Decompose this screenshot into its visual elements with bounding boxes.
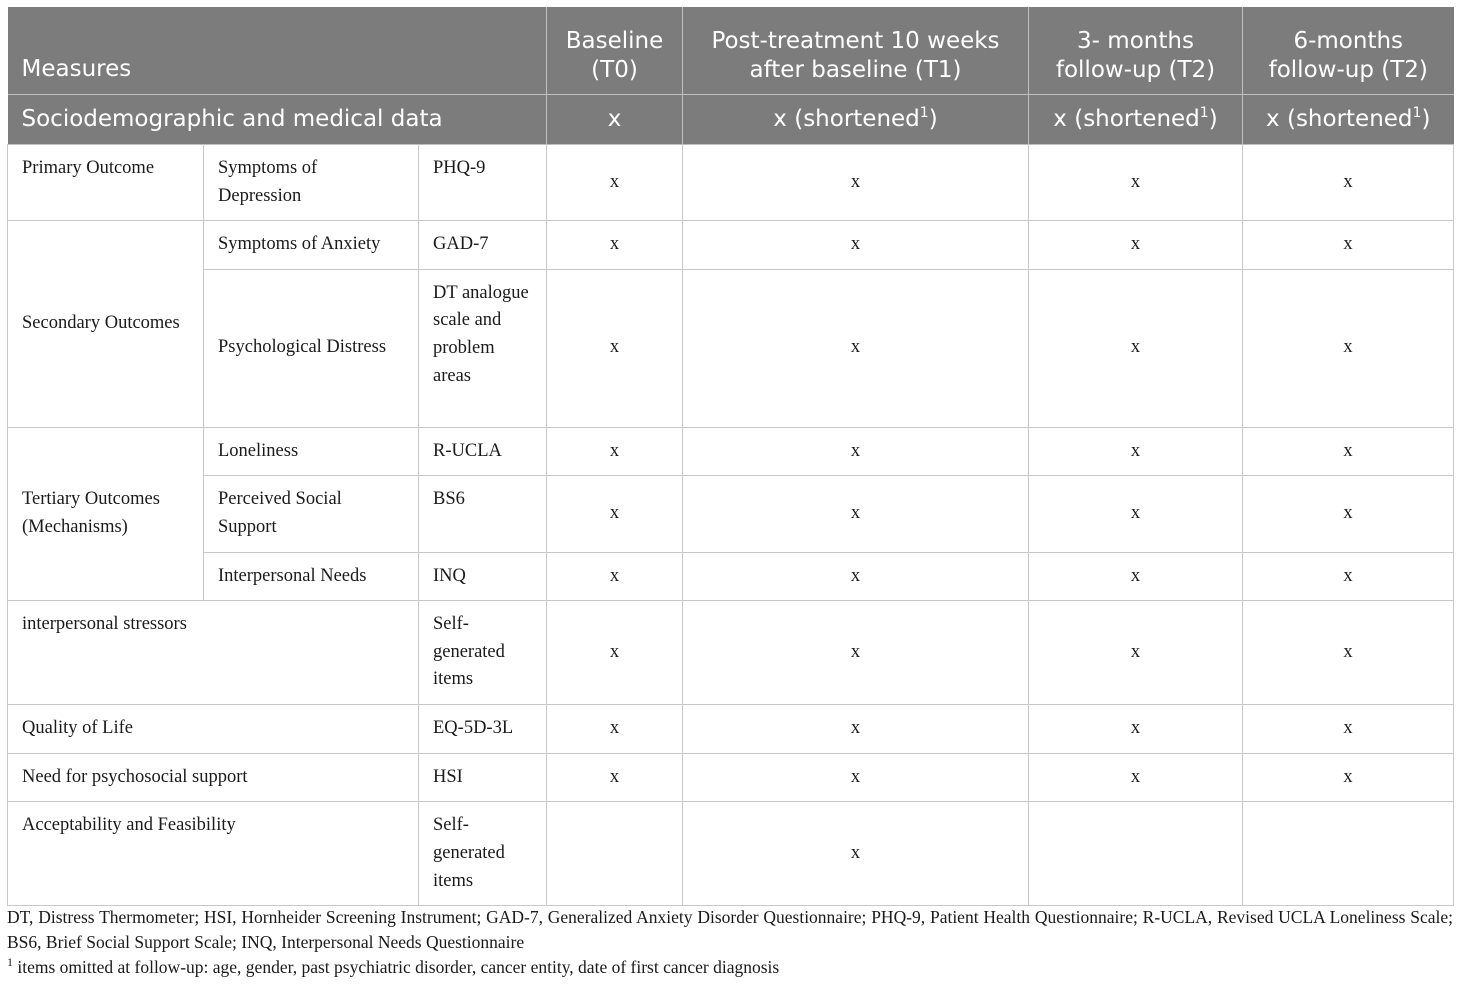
abbreviations-note: DT, Distress Thermometer; HSI, Hornheider Screening Instrument; GAD-7, Generalized Anxiety Disorder Questionnaire; PHQ-9, Patient Health Questionnaire; R-UCLA, Revised UCLA Loneliness Scale; BS6, Brief Social Support Scale; INQ, Interpersonal Needs Questionnaire	[7, 907, 1453, 952]
baseline-mark: x	[547, 601, 683, 705]
instrument-cell: Self-generated items	[419, 601, 547, 705]
baseline-mark: x	[547, 552, 683, 601]
construct-cell: Symptoms of Depression	[204, 145, 419, 221]
tertiary-outcomes-category: Tertiary Outcomes (Mechanisms)	[8, 427, 204, 600]
instrument-cell: INQ	[419, 552, 547, 601]
table-row	[8, 427, 1454, 476]
socio-three-month-mark	[1029, 95, 1243, 145]
three-month-mark: x	[1029, 476, 1243, 552]
construct-cell: Loneliness	[204, 427, 419, 476]
construct-cell: Symptoms of Anxiety	[204, 221, 419, 270]
measures-table	[7, 7, 1454, 906]
three-month-mark: x	[1029, 269, 1243, 427]
post-treatment-column-header: Post-treatment 10 weeks after baseline (T1)	[683, 7, 1029, 95]
sociodemographic-row	[8, 95, 1454, 145]
six-month-mark: x	[1243, 552, 1454, 601]
baseline-column-header: Baseline (T0)	[547, 7, 683, 95]
footnote-marker: 1	[1199, 105, 1209, 121]
three-month-mark: x	[1029, 221, 1243, 270]
table-row	[8, 269, 1454, 427]
table-row	[8, 145, 1454, 221]
socio-six-month-mark	[1243, 95, 1454, 145]
secondary-outcomes-category: Secondary Outcomes	[8, 221, 204, 428]
table-footnotes	[7, 905, 1453, 980]
six-month-mark	[1243, 802, 1454, 906]
six-month-mark: x	[1243, 753, 1454, 802]
post-treatment-mark: x	[683, 753, 1029, 802]
footnote-marker: 1	[7, 955, 13, 969]
shortened-text: x (shortened	[1266, 106, 1413, 132]
table-row	[8, 753, 1454, 802]
table-row	[8, 221, 1454, 270]
three-month-column-header: 3- months follow-up (T2)	[1029, 7, 1243, 95]
baseline-mark: x	[547, 221, 683, 270]
post-treatment-mark: x	[683, 269, 1029, 427]
post-treatment-mark: x	[683, 601, 1029, 705]
baseline-mark: x	[547, 269, 683, 427]
shortened-close: )	[1421, 106, 1431, 132]
measures-header: Measures	[8, 7, 547, 95]
instrument-cell: HSI	[419, 753, 547, 802]
construct-cell: Psychological Distress	[204, 269, 419, 427]
omitted-items-text: items omitted at follow-up: age, gender, past psychiatric disorder, cancer entity, date of first cancer diagnosis	[13, 957, 780, 977]
three-month-mark: x	[1029, 601, 1243, 705]
six-month-column-header: 6-months follow-up (T2)	[1243, 7, 1454, 95]
construct-cell: Perceived Social Support	[204, 476, 419, 552]
footnote-marker: 1	[919, 105, 929, 121]
sociodemographic-label: Sociodemographic and medical data	[8, 95, 547, 145]
primary-outcome-category: Primary Outcome	[8, 145, 204, 221]
three-month-mark: x	[1029, 705, 1243, 754]
omitted-items-note	[7, 955, 1453, 980]
shortened-text: x (shortened	[1053, 106, 1200, 132]
three-month-mark: x	[1029, 427, 1243, 476]
instrument-cell: BS6	[419, 476, 547, 552]
post-treatment-mark: x	[683, 802, 1029, 906]
six-month-mark: x	[1243, 476, 1454, 552]
baseline-mark	[547, 802, 683, 906]
post-treatment-mark: x	[683, 145, 1029, 221]
table-row	[8, 552, 1454, 601]
footnote-marker: 1	[1412, 105, 1422, 121]
post-treatment-mark: x	[683, 552, 1029, 601]
instrument-cell: EQ-5D-3L	[419, 705, 547, 754]
quality-of-life-label: Quality of Life	[8, 705, 419, 754]
instrument-cell: DT analogue scale and problem areas	[419, 269, 547, 427]
table-row	[8, 476, 1454, 552]
baseline-mark: x	[547, 753, 683, 802]
construct-cell: Interpersonal Needs	[204, 552, 419, 601]
three-month-mark	[1029, 802, 1243, 906]
baseline-mark: x	[547, 705, 683, 754]
baseline-mark: x	[547, 427, 683, 476]
three-month-mark: x	[1029, 552, 1243, 601]
acceptability-label: Acceptability and Feasibility	[8, 802, 419, 906]
six-month-mark: x	[1243, 269, 1454, 427]
six-month-mark: x	[1243, 145, 1454, 221]
table-row	[8, 802, 1454, 906]
six-month-mark: x	[1243, 427, 1454, 476]
post-treatment-mark: x	[683, 221, 1029, 270]
instrument-cell: Self-generated items	[419, 802, 547, 906]
header-row	[8, 7, 1454, 95]
six-month-mark: x	[1243, 601, 1454, 705]
post-treatment-mark: x	[683, 427, 1029, 476]
shortened-text: x (shortened	[773, 106, 920, 132]
baseline-mark: x	[547, 145, 683, 221]
six-month-mark: x	[1243, 221, 1454, 270]
table-row	[8, 601, 1454, 705]
instrument-cell: GAD-7	[419, 221, 547, 270]
table-body	[8, 145, 1454, 906]
stressors-label: interpersonal stressors	[8, 601, 419, 705]
three-month-mark: x	[1029, 753, 1243, 802]
baseline-mark: x	[547, 476, 683, 552]
post-treatment-mark: x	[683, 705, 1029, 754]
socio-baseline-mark: x	[547, 95, 683, 145]
shortened-close: )	[928, 106, 938, 132]
shortened-close: )	[1208, 106, 1218, 132]
post-treatment-mark: x	[683, 476, 1029, 552]
psychosocial-need-label: Need for psychosocial support	[8, 753, 419, 802]
table-row	[8, 705, 1454, 754]
six-month-mark: x	[1243, 705, 1454, 754]
three-month-mark: x	[1029, 145, 1243, 221]
instrument-cell: PHQ-9	[419, 145, 547, 221]
socio-post-treatment-mark	[683, 95, 1029, 145]
instrument-cell: R-UCLA	[419, 427, 547, 476]
table-header	[8, 7, 1454, 145]
